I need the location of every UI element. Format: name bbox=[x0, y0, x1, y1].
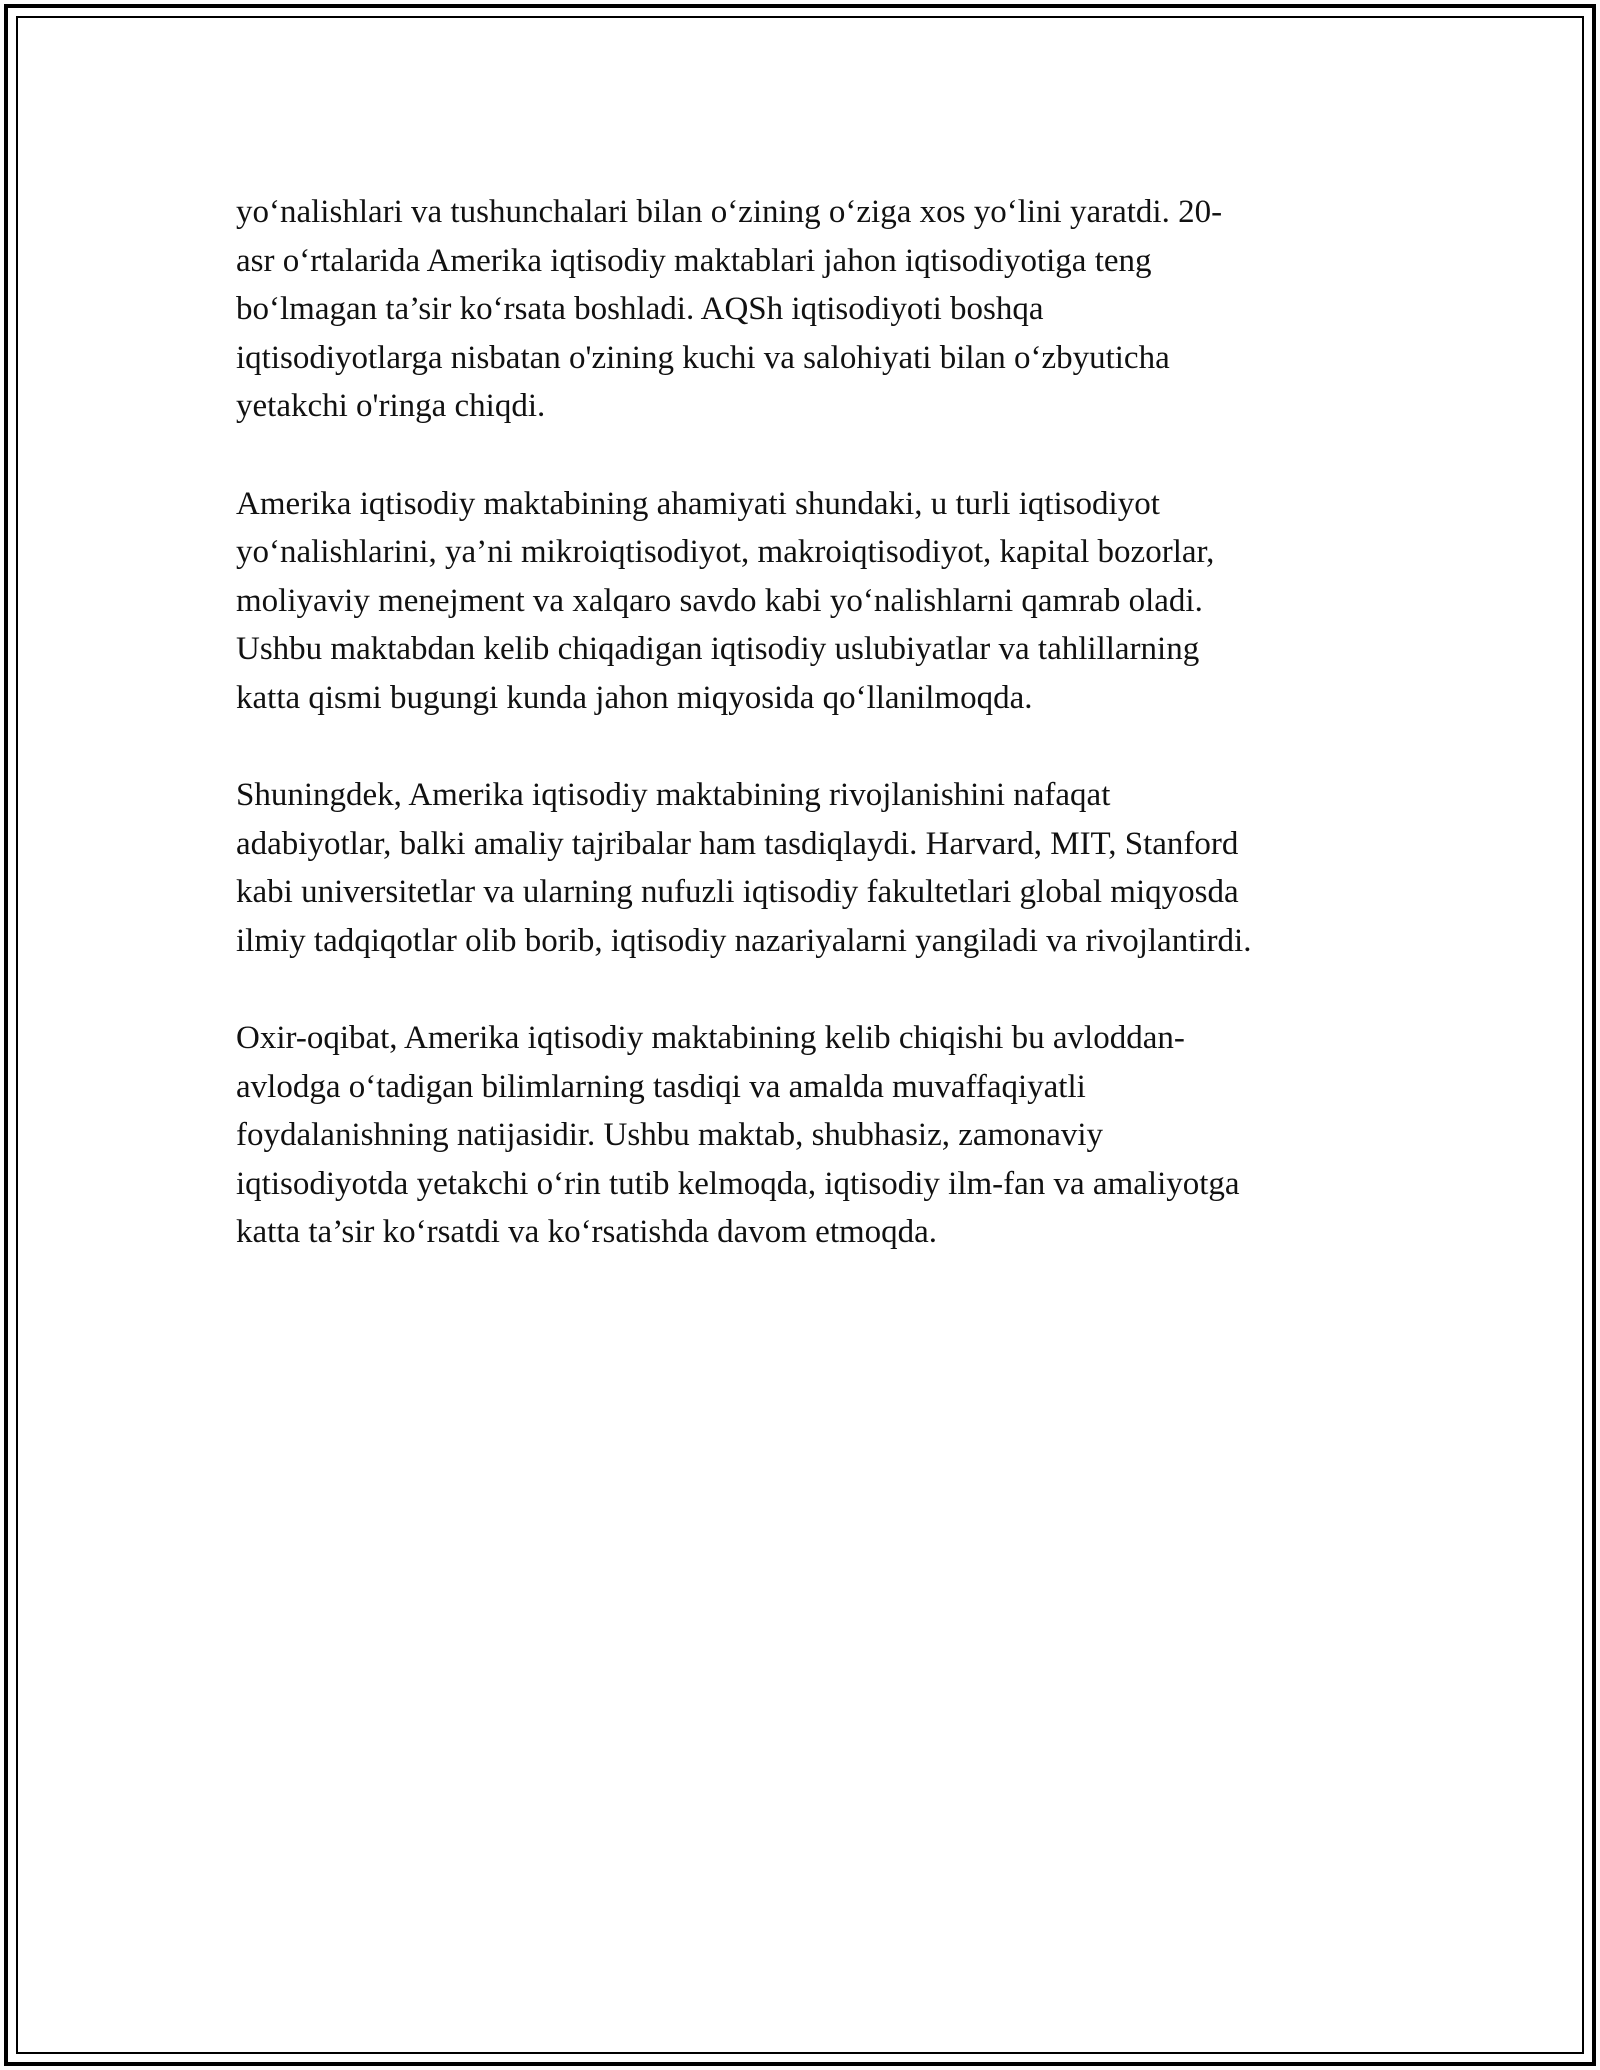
text-line: ilmiy tadqiqotlar olib borib, iqtisodiy nazariyalarni yangiladi va rivojlantirdi. bbox=[236, 922, 1252, 959]
text-line: yo‘nalishlari va tushunchalari bilan o‘zining o‘ziga xos yo‘lini yaratdi. 20- bbox=[236, 194, 1223, 230]
text-line: bo‘lmagan ta’sir ko‘rsata boshladi. AQSh iqtisodiyoti boshqa bbox=[236, 291, 1044, 328]
text-line: moliyaviy menejment va xalqaro savdo kabi yo‘nalishlarni qamrab oladi. bbox=[236, 582, 1203, 619]
text-line: kabi universitetlar va ularning nufuzli iqtisodiy fakultetlari global miqyosda bbox=[236, 874, 1239, 911]
text-line: Amerika iqtisodiy maktabining ahamiyati shundaki, u turli iqtisodiyot bbox=[236, 485, 1160, 522]
text-line: yetakchi o'ringa chiqdi. bbox=[236, 388, 546, 425]
paragraph-2 bbox=[236, 480, 1376, 723]
text-line: yo‘nalishlarini, ya’ni mikroiqtisodiyot, makroiqtisodiyot, kapital bozorlar, bbox=[236, 534, 1215, 571]
document-body bbox=[236, 188, 1376, 1306]
text-line: Oxir-oqibat, Amerika iqtisodiy maktabining kelib chiqishi bu avloddan- bbox=[236, 1020, 1185, 1057]
text-line: avlodga o‘tadigan bilimlarning tasdiqi va amalda muvaffaqiyatli bbox=[236, 1068, 1086, 1105]
text-line: Ushbu maktabdan kelib chiqadigan iqtisodiy uslubiyatlar va tahlillarning bbox=[236, 631, 1200, 668]
paragraph-3 bbox=[236, 771, 1376, 965]
text-line: foydalanishning natijasidir. Ushbu maktab, shubhasiz, zamonaviy bbox=[236, 1117, 1104, 1154]
text-line: katta ta’sir ko‘rsatdi va ko‘rsatishda davom etmoqda. bbox=[236, 1214, 938, 1251]
text-line: iqtisodiyotda yetakchi o‘rin tutib kelmoqda, iqtisodiy ilm-fan va amaliyotga bbox=[236, 1165, 1240, 1202]
text-line: iqtisodiyotlarga nisbatan o'zining kuchi va salohiyati bilan o‘zbyuticha bbox=[236, 339, 1170, 376]
text-line: Shuningdek, Amerika iqtisodiy maktabining rivojlanishini nafaqat bbox=[236, 777, 1111, 814]
text-line: adabiyotlar, balki amaliy tajribalar ham tasdiqlaydi. Harvard, MIT, Stanford bbox=[236, 825, 1239, 862]
text-line: asr o‘rtalarida Amerika iqtisodiy maktablari jahon iqtisodiyotiga teng bbox=[236, 242, 1152, 279]
paragraph-1 bbox=[236, 188, 1376, 431]
text-line: katta qismi bugungi kunda jahon miqyosida qo‘llanilmoqda. bbox=[236, 679, 1033, 716]
paragraph-4 bbox=[236, 1014, 1376, 1257]
